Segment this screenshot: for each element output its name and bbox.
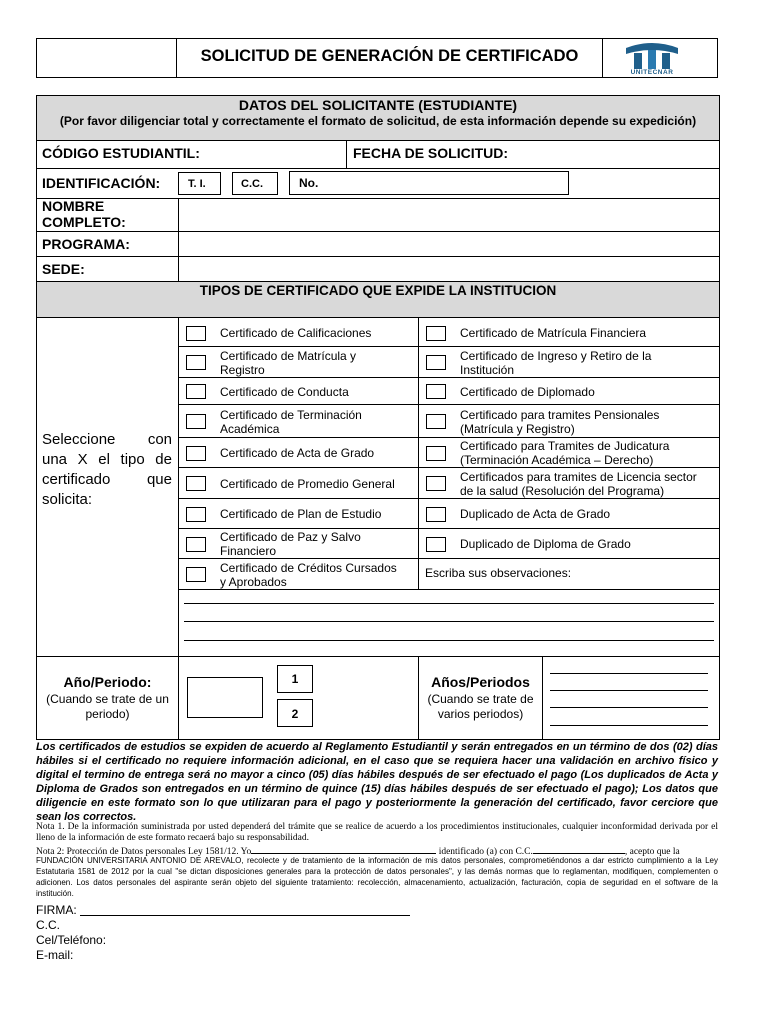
header-divider-right bbox=[602, 38, 603, 78]
option-text-line: Certificado de Ingreso y Retiro de la bbox=[460, 348, 652, 363]
option-text-line: Certificado de Diplomado bbox=[460, 384, 595, 399]
anos-line-4[interactable] bbox=[550, 725, 708, 726]
option-text-line: Certificado de Acta de Grado bbox=[220, 446, 375, 460]
logo bbox=[620, 40, 684, 76]
select-instruction: Seleccione con una X el tipo de certificado que solicita: bbox=[42, 431, 172, 508]
option-text-line: Certificado de Terminación bbox=[220, 407, 362, 422]
anos-periodos-note: (Cuando se trate de varios periodos) bbox=[427, 692, 534, 721]
nota-2-a: Nota 2: Protección de Datos personales Ley 1581/12. Yo bbox=[36, 847, 252, 857]
checkbox-left-2[interactable] bbox=[186, 355, 206, 370]
option-left-4 bbox=[220, 408, 416, 436]
option-text-line: Duplicado de Acta de Grado bbox=[460, 507, 611, 521]
fecha-field[interactable] bbox=[512, 142, 717, 167]
option-text-line: Certificado de Promedio General bbox=[220, 476, 395, 491]
tipos-row-line bbox=[178, 589, 719, 590]
col-line bbox=[178, 198, 179, 281]
option-left-1 bbox=[220, 326, 416, 340]
option-text-line: Duplicado de Diploma de Grado bbox=[460, 537, 631, 551]
nota-2-c: , acepto que la bbox=[624, 847, 680, 857]
col-line bbox=[346, 141, 347, 168]
nota-2-rest: FUNDACIÓN UNIVERSITARIA ANTONIO DE AREVALO, recolecte y de tratamiento de la información de mis datos personales, comprometiéndonos a dar estricto cumplimiento a la Ley Estatutaria 1581 de 2012 por la cual "se dictan disposiciones generales para la protección de datos personales", y las demás normas que lo reglamentan, modifiquen, complementen o adicionen. Los datos personales del aspirante serán objeto del siguiente tratamiento: recolección, almacenamiento, actualización, facturación, copia de seguridad en el software de la institución. bbox=[36, 856, 718, 898]
option-text-line: de la salud (Resolución del Programa) bbox=[460, 483, 665, 498]
checkbox-left-6[interactable] bbox=[186, 476, 206, 491]
option-left-2 bbox=[220, 349, 416, 377]
option-text-line: Académica bbox=[220, 421, 280, 436]
checkbox-right-3[interactable] bbox=[426, 384, 446, 399]
solicitante-subtitle: (Por favor diligenciar total y correctamente el formato de solicitud, de esta información depende su expedición) bbox=[59, 114, 697, 128]
option-text-line: Registro bbox=[220, 362, 265, 377]
option-left-9 bbox=[220, 561, 416, 589]
option-right-2 bbox=[460, 349, 715, 377]
option-text-line: Certificado de Matrícula y bbox=[220, 348, 357, 363]
row-line bbox=[37, 168, 719, 169]
nota-2-cc-blank[interactable] bbox=[533, 844, 625, 854]
nombre-label-2: COMPLETO: bbox=[42, 214, 126, 230]
row-line bbox=[37, 256, 719, 257]
firma-line[interactable] bbox=[80, 902, 410, 916]
row-line bbox=[37, 231, 719, 232]
tipos-mid-col-line bbox=[418, 318, 419, 589]
tipos-title: TIPOS DE CERTIFICADO QUE EXPIDE LA INSTITUCION bbox=[199, 283, 557, 298]
checkbox-right-5[interactable] bbox=[426, 446, 446, 461]
anos-line-3[interactable] bbox=[550, 707, 708, 708]
row-line bbox=[37, 198, 719, 199]
tipos-row-line bbox=[178, 558, 719, 559]
sede-field[interactable] bbox=[180, 258, 717, 280]
checkbox-right-1[interactable] bbox=[426, 326, 446, 341]
ti-label: T. I. bbox=[188, 178, 206, 190]
no-label: No. bbox=[299, 176, 319, 190]
nombre-label-1: NOMBRE bbox=[42, 198, 105, 214]
nota-2-name-blank[interactable] bbox=[251, 844, 436, 854]
nota-2-b: identificado (a) con C.C. bbox=[438, 847, 533, 857]
option-right-8 bbox=[460, 537, 715, 551]
option-left-3 bbox=[220, 385, 416, 399]
option-right-6 bbox=[460, 470, 715, 498]
codigo-label: CÓDIGO ESTUDIANTIL: bbox=[42, 145, 200, 161]
observaciones-line-3[interactable] bbox=[184, 640, 714, 641]
option-text-line: Certificado de Conducta bbox=[220, 384, 349, 399]
cc-signature-label: C.C. bbox=[36, 918, 60, 932]
anos-periodos-label: Años/Periodos bbox=[431, 674, 530, 690]
programa-field[interactable] bbox=[180, 233, 717, 255]
option-right-7 bbox=[460, 507, 715, 521]
tipos-row-line bbox=[178, 498, 719, 499]
codigo-field[interactable] bbox=[200, 142, 344, 167]
col-line bbox=[542, 656, 543, 740]
row-line bbox=[37, 656, 719, 657]
cel-label: Cel/Teléfono: bbox=[36, 933, 107, 947]
tipos-row-line bbox=[178, 437, 719, 438]
option-left-5 bbox=[220, 446, 416, 460]
option-text-line: Certificado de Paz y Salvo bbox=[220, 530, 361, 544]
option-text-line: (Matrícula y Registro) bbox=[460, 421, 575, 436]
checkbox-left-5[interactable] bbox=[186, 446, 206, 461]
option-right-1 bbox=[460, 326, 715, 340]
option-left-6 bbox=[220, 477, 416, 491]
solicitante-title: DATOS DEL SOLICITANTE (ESTUDIANTE) bbox=[238, 97, 518, 113]
tipos-row-line bbox=[178, 404, 719, 405]
ano-periodo-note: (Cuando se trate de un periodo) bbox=[46, 692, 169, 721]
option-right-5 bbox=[460, 439, 715, 467]
tipos-row-line bbox=[178, 346, 719, 347]
tipos-row-line bbox=[178, 377, 719, 378]
observaciones-line-2[interactable] bbox=[184, 621, 714, 622]
checkbox-left-9[interactable] bbox=[186, 567, 206, 582]
periodo-1-box[interactable]: 1 bbox=[277, 665, 313, 693]
tipos-row-line bbox=[178, 528, 719, 529]
checkbox-right-6[interactable] bbox=[426, 476, 446, 491]
logo-text: UNITECNAR bbox=[630, 69, 674, 76]
option-text-line: Certificado de Plan de Estudio bbox=[220, 507, 382, 521]
nota-1: Nota 1. De la información suministrada por usted dependerá del trámite que se realice de acuerdo a los procedimientos institucionales, cualquier inconformidad derivada por el lleno de la información de este formato recaerá bajo su responsabilidad. bbox=[36, 822, 718, 843]
cc-label: C.C. bbox=[241, 178, 263, 190]
anos-line-2[interactable] bbox=[550, 690, 708, 691]
option-text-line: y Aprobados bbox=[220, 574, 287, 589]
option-text-line: Certificado de Matrícula Financiera bbox=[460, 326, 647, 340]
ano-periodo-label: Año/Periodo: bbox=[63, 674, 152, 690]
periodo-2-box[interactable]: 2 bbox=[277, 699, 313, 727]
main-note: Los certificados de estudios se expiden de acuerdo al Reglamento Estudiantil y serán entregados en un término de dos (02) días hábiles si el certificado no requiere información adicional, en el caso que se requiera hacer una validación en archivo físico y digital el termino de entrega será no mayor a cinco (05) días hábiles después de ser efectuado el pago (Los duplicados de Acta y Diploma de Grados son entregados en un término de quince (15) días hábiles después de ser efectuado el pago); Los datos que diligencie en este formato son lo que utilizaran para el pago y posteriormente la generación del certificado, favor cerciore que sean los correctos. bbox=[36, 741, 718, 823]
option-text-line: (Terminación Académica – Derecho) bbox=[460, 453, 654, 467]
nombre-field[interactable] bbox=[180, 200, 717, 230]
option-right-3 bbox=[460, 385, 715, 399]
option-text-line: Certificado para tramites Pensionales bbox=[460, 407, 660, 422]
option-left-7 bbox=[220, 507, 416, 521]
page-title: SOLICITUD DE GENERACIÓN DE CERTIFICADO bbox=[200, 47, 579, 65]
checkbox-right-4[interactable] bbox=[426, 414, 446, 429]
option-text-line: Certificado de Calificaciones bbox=[220, 326, 372, 340]
email-label: E-mail: bbox=[36, 948, 74, 962]
checkbox-right-7[interactable] bbox=[426, 507, 446, 522]
no-box[interactable] bbox=[289, 171, 569, 195]
sede-label: SEDE: bbox=[42, 261, 85, 277]
option-left-8 bbox=[220, 530, 416, 558]
tipos-row-line bbox=[178, 467, 719, 468]
col-line bbox=[418, 656, 419, 740]
observaciones-label[interactable]: Escriba sus observaciones: bbox=[425, 566, 572, 580]
option-text-line: Certificados para tramites de Licencia sector bbox=[460, 469, 697, 484]
checkbox-right-2[interactable] bbox=[426, 355, 446, 370]
option-text-line: Financiero bbox=[220, 544, 277, 558]
checkbox-left-1[interactable] bbox=[186, 326, 206, 341]
checkbox-left-4[interactable] bbox=[186, 414, 206, 429]
programa-label: PROGRAMA: bbox=[42, 236, 130, 252]
observaciones-line-1[interactable] bbox=[184, 603, 714, 604]
checkbox-left-7[interactable] bbox=[186, 507, 206, 522]
option-right-4 bbox=[460, 408, 715, 436]
checkbox-left-8[interactable] bbox=[186, 537, 206, 552]
identificacion-label: IDENTIFICACIÓN: bbox=[42, 175, 161, 191]
firma-label: FIRMA: bbox=[36, 903, 77, 917]
anos-line-1[interactable] bbox=[550, 673, 708, 674]
option-text-line: Institución bbox=[460, 362, 515, 377]
fecha-label: FECHA DE SOLICITUD: bbox=[353, 145, 509, 161]
option-text-line: Certificado para Tramites de Judicatura bbox=[460, 439, 670, 453]
tipos-left-col-line bbox=[178, 318, 179, 740]
checkbox-left-3[interactable] bbox=[186, 384, 206, 399]
ano-field[interactable] bbox=[187, 677, 263, 718]
checkbox-right-8[interactable] bbox=[426, 537, 446, 552]
option-text-line: Certificado de Créditos Cursados bbox=[220, 560, 397, 575]
